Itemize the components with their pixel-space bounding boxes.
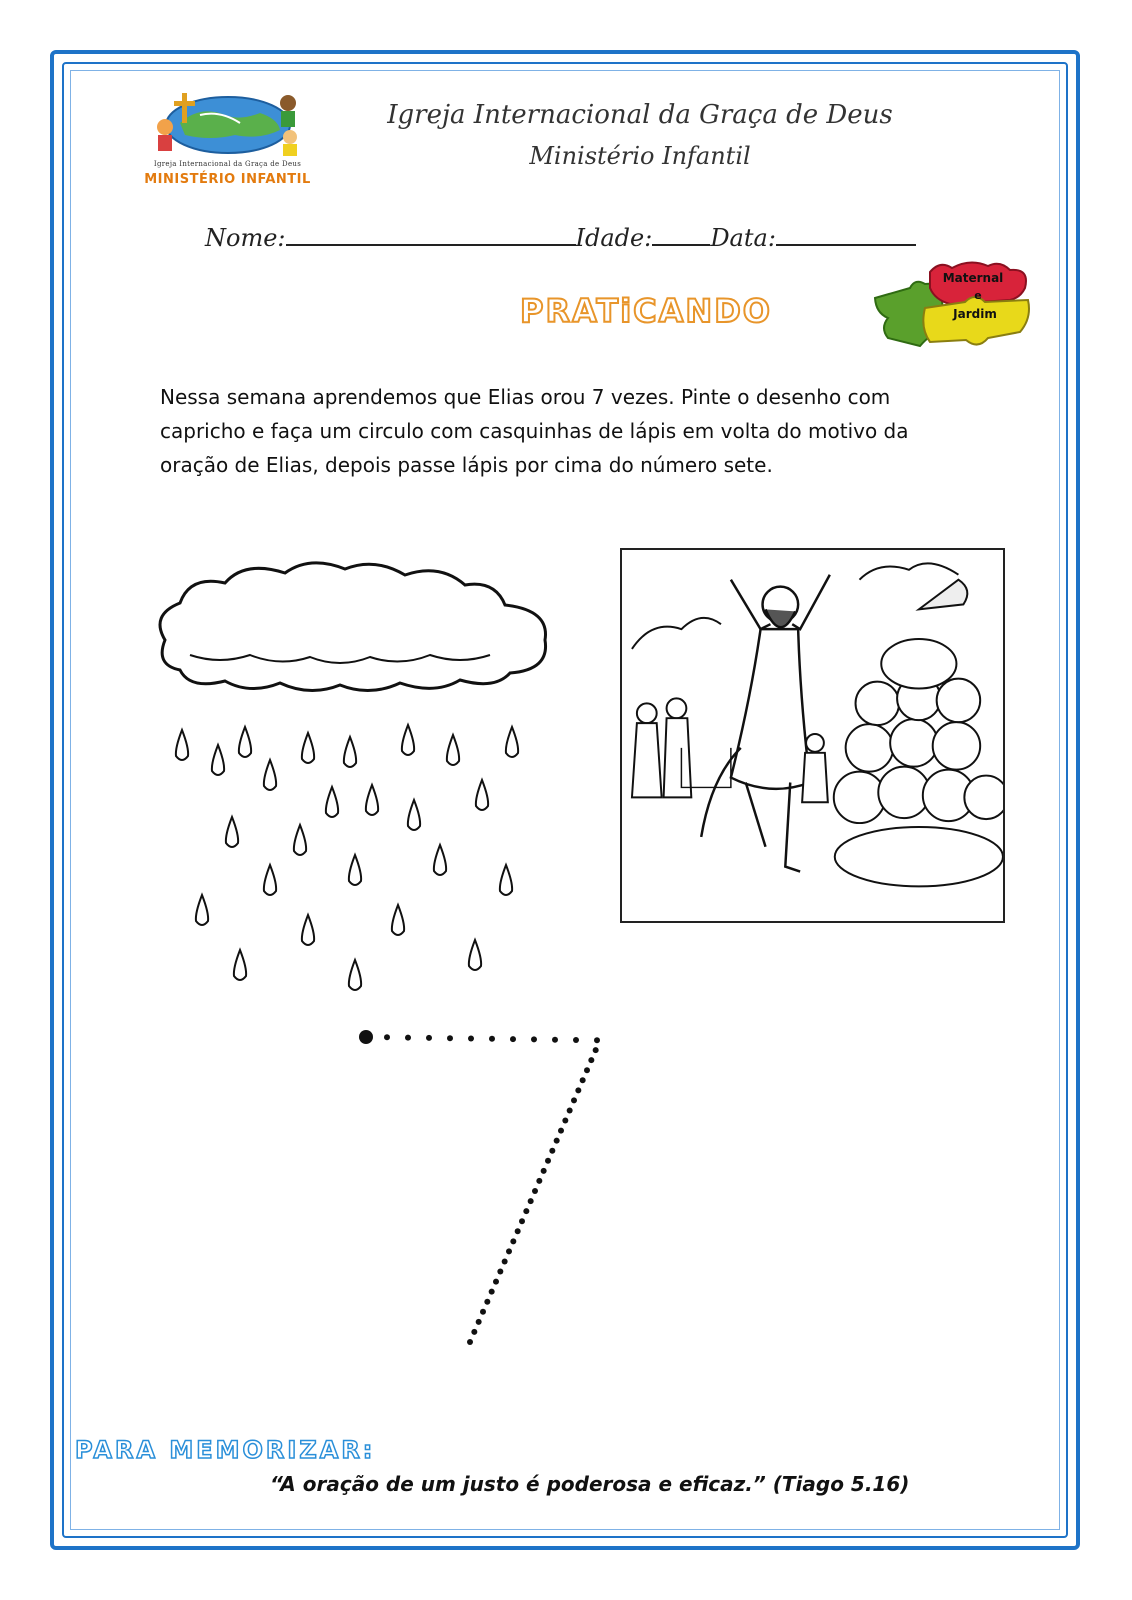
seven-trace-dot	[549, 1148, 555, 1154]
seven-trace-dot	[484, 1299, 490, 1305]
seven-trace-dot	[493, 1279, 499, 1285]
rain-drop-icon	[234, 950, 246, 980]
rain-drop-icon	[239, 727, 251, 757]
date-label: Data:	[710, 224, 776, 252]
date-field[interactable]	[776, 222, 916, 246]
altar-stones-icon	[834, 639, 1005, 886]
rain-drop-icon	[294, 825, 306, 855]
seven-trace-dot	[541, 1168, 547, 1174]
seven-trace-dot	[426, 1035, 432, 1041]
seven-trace-dot	[571, 1097, 577, 1103]
rain-drop-icon	[264, 760, 276, 790]
seven-trace-dot	[489, 1036, 495, 1042]
section-title: PRATiCANDO	[520, 292, 772, 330]
rain-drop-icon	[344, 737, 356, 767]
seven-trace-dot	[467, 1339, 473, 1345]
ministry-name: Ministério Infantil	[529, 142, 751, 170]
seven-trace-dot	[515, 1228, 521, 1234]
logo-ministry: MINISTÉRIO INFANTIL	[144, 172, 311, 187]
seven-trace-dot	[405, 1035, 411, 1041]
seven-trace-dot	[552, 1037, 558, 1043]
rain-drop-icon	[302, 915, 314, 945]
seven-trace-dot	[567, 1107, 573, 1113]
seven-start-dot	[359, 1030, 373, 1044]
age-field[interactable]	[652, 222, 710, 246]
seven-trace-dot	[480, 1309, 486, 1315]
seven-trace-dot	[584, 1067, 590, 1073]
rain-drop-icon	[264, 865, 276, 895]
seven-trace-dot	[510, 1238, 516, 1244]
age-label: Idade:	[575, 224, 653, 252]
badge-line1: Maternal	[942, 271, 1004, 285]
badge-line3: Jardim	[953, 307, 997, 321]
seven-trace-dot	[562, 1118, 568, 1124]
badge-line2: e	[974, 289, 982, 302]
seven-trace-dot	[502, 1258, 508, 1264]
seven-trace-dot	[575, 1087, 581, 1093]
seven-trace-dot	[476, 1319, 482, 1325]
memorize-label: PARA MEMORIZAR:	[75, 1436, 376, 1464]
seven-trace-dot	[384, 1034, 390, 1040]
rain-drop-icon	[326, 787, 338, 817]
seven-trace-dot	[447, 1035, 453, 1041]
seven-trace-dot	[545, 1158, 551, 1164]
name-label: Nome:	[205, 224, 286, 252]
seven-trace-dot	[489, 1289, 495, 1295]
elijah-figure-icon	[701, 575, 830, 872]
seven-trace-dot	[558, 1128, 564, 1134]
seven-trace-dot	[523, 1208, 529, 1214]
memory-verse: “A oração de um justo é poderosa e eficaz.” (Tiago 5.16)	[270, 1472, 910, 1496]
rain-drop-icon	[469, 940, 481, 970]
seven-trace-dot	[528, 1198, 534, 1204]
rain-drop-icon	[408, 800, 420, 830]
rain-drop-icon	[196, 895, 208, 925]
rain-drop-icon	[226, 817, 238, 847]
elijah-altar-illustration[interactable]	[620, 548, 1005, 923]
rain-drop-icon	[434, 845, 446, 875]
logo-caption: Igreja Internacional da Graça de Deus	[153, 160, 302, 168]
rain-drop-icon	[402, 725, 414, 755]
rain-drop-icon	[302, 733, 314, 763]
age-group-puzzle-badge	[870, 258, 1035, 353]
rain-drop-icon	[176, 730, 188, 760]
rain-cloud-drawing[interactable]	[150, 555, 560, 995]
seven-trace-dot	[468, 1036, 474, 1042]
seven-trace-dot	[580, 1077, 586, 1083]
seven-trace-dot	[519, 1218, 525, 1224]
seven-trace-dot	[531, 1036, 537, 1042]
name-field[interactable]	[286, 222, 576, 246]
seven-trace-dot	[536, 1178, 542, 1184]
rain-drop-icon	[349, 855, 361, 885]
seven-trace-dot	[497, 1269, 503, 1275]
seven-trace-dot	[588, 1057, 594, 1063]
rain-drop-icon	[212, 745, 224, 775]
church-name: Igreja Internacional da Graça de Deus	[387, 100, 893, 130]
seven-trace-dot	[510, 1036, 516, 1042]
seven-trace-dot	[532, 1188, 538, 1194]
rain-drop-icon	[506, 727, 518, 757]
seven-trace-dot	[471, 1329, 477, 1335]
rain-drop-icon	[349, 960, 361, 990]
student-info-fields	[205, 222, 916, 252]
rain-drop-icon	[500, 865, 512, 895]
rain-drop-icon	[447, 735, 459, 765]
dotted-number-seven-tracing[interactable]	[350, 1020, 620, 1360]
rain-drop-icon	[366, 785, 378, 815]
seven-trace-dot	[554, 1138, 560, 1144]
instructions-text: Nessa semana aprendemos que Elias orou 7 vezes. Pinte o desenho com capricho e faça um circulo com casquinhas de lápis em volta do motivo da oração de Elias, depois passe lápis por cima do número sete.	[160, 385, 909, 477]
seven-trace-dot	[593, 1047, 599, 1053]
rain-drop-icon	[476, 780, 488, 810]
seven-trace-dot	[573, 1037, 579, 1043]
cloud-outline	[160, 563, 546, 691]
seven-trace-dot	[594, 1037, 600, 1043]
rain-drop-icon	[392, 905, 404, 935]
seven-trace-dot	[506, 1248, 512, 1254]
